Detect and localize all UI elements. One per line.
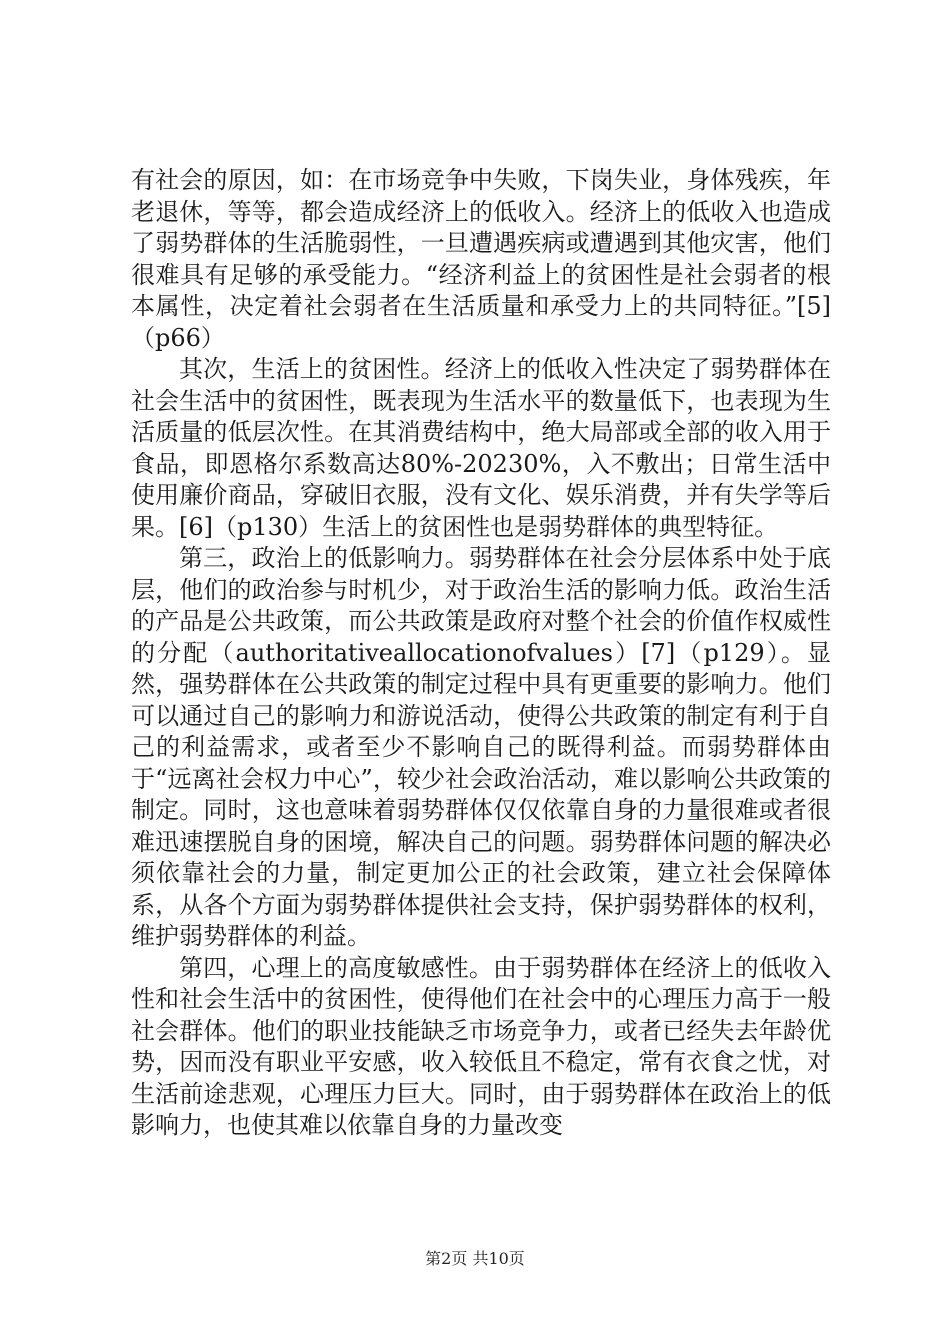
document-body (131, 165, 831, 1142)
paragraph-psychological-sensitivity: 第四，心理上的高度敏感性。由于弱势群体在经济上的低收入性和社会生活中的贫困性，使得他们在社会中的心理压力高于一般社会群体。他们的职业技能缺乏市场竞争力，或者已经失去年龄优势，因而没有职业平安感，收入较低且不稳定，常有衣食之忧，对生活前途悲观，心理压力巨大。同时，由于弱势群体在政治上的低影响力，也使其难以依靠自身的力量改变 (131, 953, 831, 1139)
paragraph-living-poverty: 其次，生活上的贫困性。经济上的低收入性决定了弱势群体在社会生活中的贫困性，既表现为生活水平的数量低下，也表现为生活质量的低层次性。在其消费结构中，绝大局部或全部的收入用于食品，即恩格尔系数高达80%-20230%，入不敷出；日常生活中使用廉价商品，穿破旧衣服，没有文化、娱乐消费，并有失学等后果。[6]（p130）生活上的贫困性也是弱势群体的典型特征。 (131, 355, 831, 541)
page-footer: 第2页 共10页 (425, 1249, 525, 1268)
paragraph-political-influence: 第三，政治上的低影响力。弱势群体在社会分层体系中处于底层，他们的政治参与时机少，对于政治生活的影响力低。政治生活的产品是公共政策，而公共政策是政府对整个社会的价值作权威性的分配（authoritativeallocationofvalues）[7]（p129）。显然，强势群体在公共政策的制定过程中具有更重要的影响力。他们可以通过自己的影响力和游说活动，使得公共政策的制定有利于自己的利益需求，或者至少不影响自己的既得利益。而弱势群体由于“远离社会权力中心”，较少社会政治活动，难以影响公共政策的制定。同时，这也意味着弱势群体仅仅依靠自身的力量很难或者很难迅速摆脱自身的困境，解决自己的问题。弱势群体问题的解决必须依靠社会的力量，制定更加公正的社会政策，建立社会保障体系，从各个方面为弱势群体提供社会支持，保护弱势群体的权利，维护弱势群体的利益。 (131, 544, 831, 950)
paragraph-continuation: 有社会的原因，如：在市场竞争中失败，下岗失业，身体残疾，年老退休，等等，都会造成经济上的低收入。经济上的低收入也造成了弱势群体的生活脆弱性，一旦遭遇疾病或遭遇到其他灾害，他们很难具有足够的承受能力。“经济利益上的贫困性是社会弱者的根本属性，决定着社会弱者在生活质量和承受力上的共同特征。”[5]（p66） (131, 166, 831, 352)
